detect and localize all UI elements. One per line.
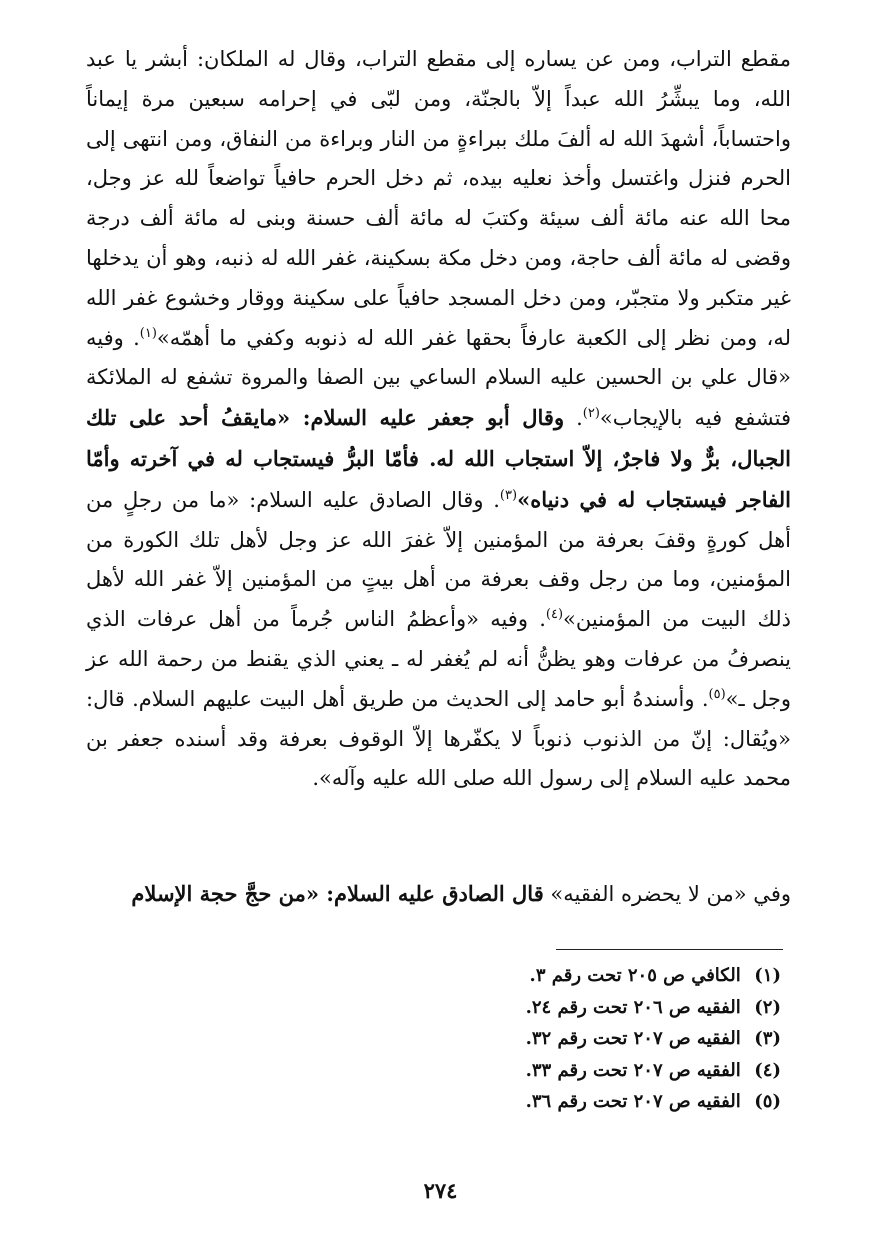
footnote-text: الفقيه ص ٢٠٧ تحت رقم ٣٣. xyxy=(525,1059,741,1081)
text-segment: . وفيه «قال علي بن الحسين عليه السلام الساعي بين الصفا والمروة تشفع له الملائكة فتشفع فيه بالإيجاب» xyxy=(86,325,791,431)
footnote-item xyxy=(281,992,781,1024)
footnote-item xyxy=(281,1055,781,1087)
footnote-ref-2: (٢) xyxy=(582,406,600,422)
page-number: ٢٧٤ xyxy=(423,1178,458,1203)
footnote-item xyxy=(281,960,781,992)
footnote-item xyxy=(281,1023,781,1055)
bold-quote: وقال أبو جعفر عليه السلام: «مايقفُ أحد على تلك الجبال، برٌّ ولا فاجرٌ، إلاّ استجاب الله له. فأمّا البرُّ فيستجاب له في آخرته وأمّا الفاجر فيستجاب له في دنياه» xyxy=(86,405,791,512)
para2-bold-quote: قال الصادق عليه السلام: «من حجَّ حجة الإسلام xyxy=(131,881,544,906)
footnote-text: الفقيه ص ٢٠٧ تحت رقم ٣٦. xyxy=(525,1091,741,1112)
footnote-number: (٣) xyxy=(754,1028,781,1049)
footnote-ref-3: (٣) xyxy=(499,487,518,503)
footnote-number: (٥) xyxy=(754,1091,781,1112)
footnote-divider xyxy=(556,949,783,950)
footnotes-list xyxy=(281,960,781,1118)
main-paragraph xyxy=(86,40,791,799)
text-segment: . وقال الصادق عليه السلام: «ما من رجلٍ من أهل كورةٍ وقفَ بعرفة من المؤمنين إلاّ غفرَ الله عز وجل لأهل تلك الكورة من المؤمنين، وما من رجل وقف بعرفة من أهل بيتٍ من المؤمنين إلاّ غفر الله لأهل ذلك البيت من المؤمنين» xyxy=(86,487,791,632)
text-segment: . وفيه «وأعظمُ الناس جُرماً من أهل عرفات الذي ينصرفُ من عرفات وهو يظنُّ أنه لم يُغفر له ـ يعني الذي يقنط من رحمة الله عز وجل ـ» xyxy=(86,607,792,711)
para2-intro: وفي «من لا يحضره الفقيه» xyxy=(543,882,791,906)
second-paragraph xyxy=(86,874,791,914)
text-segment: . xyxy=(564,406,583,431)
footnote-text: الكافي ص ٢٠٥ تحت رقم ٣. xyxy=(529,965,741,986)
footnote-text: الفقيه ص ٢٠٦ تحت رقم ٢٤. xyxy=(525,996,741,1018)
footnote-number: (٢) xyxy=(754,996,781,1018)
footnote-ref-4: (٤) xyxy=(545,607,564,623)
footnote-ref-1: (١) xyxy=(139,325,157,341)
text-segment: . وأسندهُ أبو حامد إلى الحديث من طريق أهل البيت عليهم السلام. قال: «ويُقال: إنّ من الذنوب ذنوباً لا يكفّرها إلاّ الوقوف بعرفة وقد أسنده جعفر بن محمد عليه السلام إلى رسول الله صلى الله عليه وآله». xyxy=(86,686,791,791)
footnote-number: (٤) xyxy=(754,1059,781,1081)
footnote-text: الفقيه ص ٢٠٧ تحت رقم ٣٢. xyxy=(525,1028,741,1049)
text-segment: مقطع التراب، ومن عن يساره إلى مقطع التراب، وقال له الملكان: أبشر يا عبد الله، وما يبشِّرُ الله عبداً إلاّ بالجنّة، ومن لبّى في إحرامه سبعين مرة إيماناً واحتساباً، أشهدَ الله له ألفَ ملك ببراءةٍ من النار وبراءة من النفاق، ومن انتهى إلى الحرم فنزل واغتسل وأخذ نعليه بيده، ثم دخل الحرم حافياً تواضعاً لله عز وجل، محا الله عنه مائة ألف سيئة وكتبَ له مائة ألف حسنة وبنى له مائة ألف درجة وقضى له مائة ألف حاجة، ومن دخل مكة بسكينة، غفر الله له ذنبه، وهو أن يدخلها غير متكبر ولا متجبّر، ومن دخل المسجد حافياً على سكينة ووقار وخشوع غفر الله له، ومن نظر إلى الكعبة عارفاً بحقها غفر الله له ذنوبه وكفي ما أهمّه» xyxy=(86,47,791,350)
footnote-item xyxy=(281,1086,781,1118)
footnote-ref-5: (٥) xyxy=(708,686,726,702)
footnote-number: (١) xyxy=(754,965,781,986)
